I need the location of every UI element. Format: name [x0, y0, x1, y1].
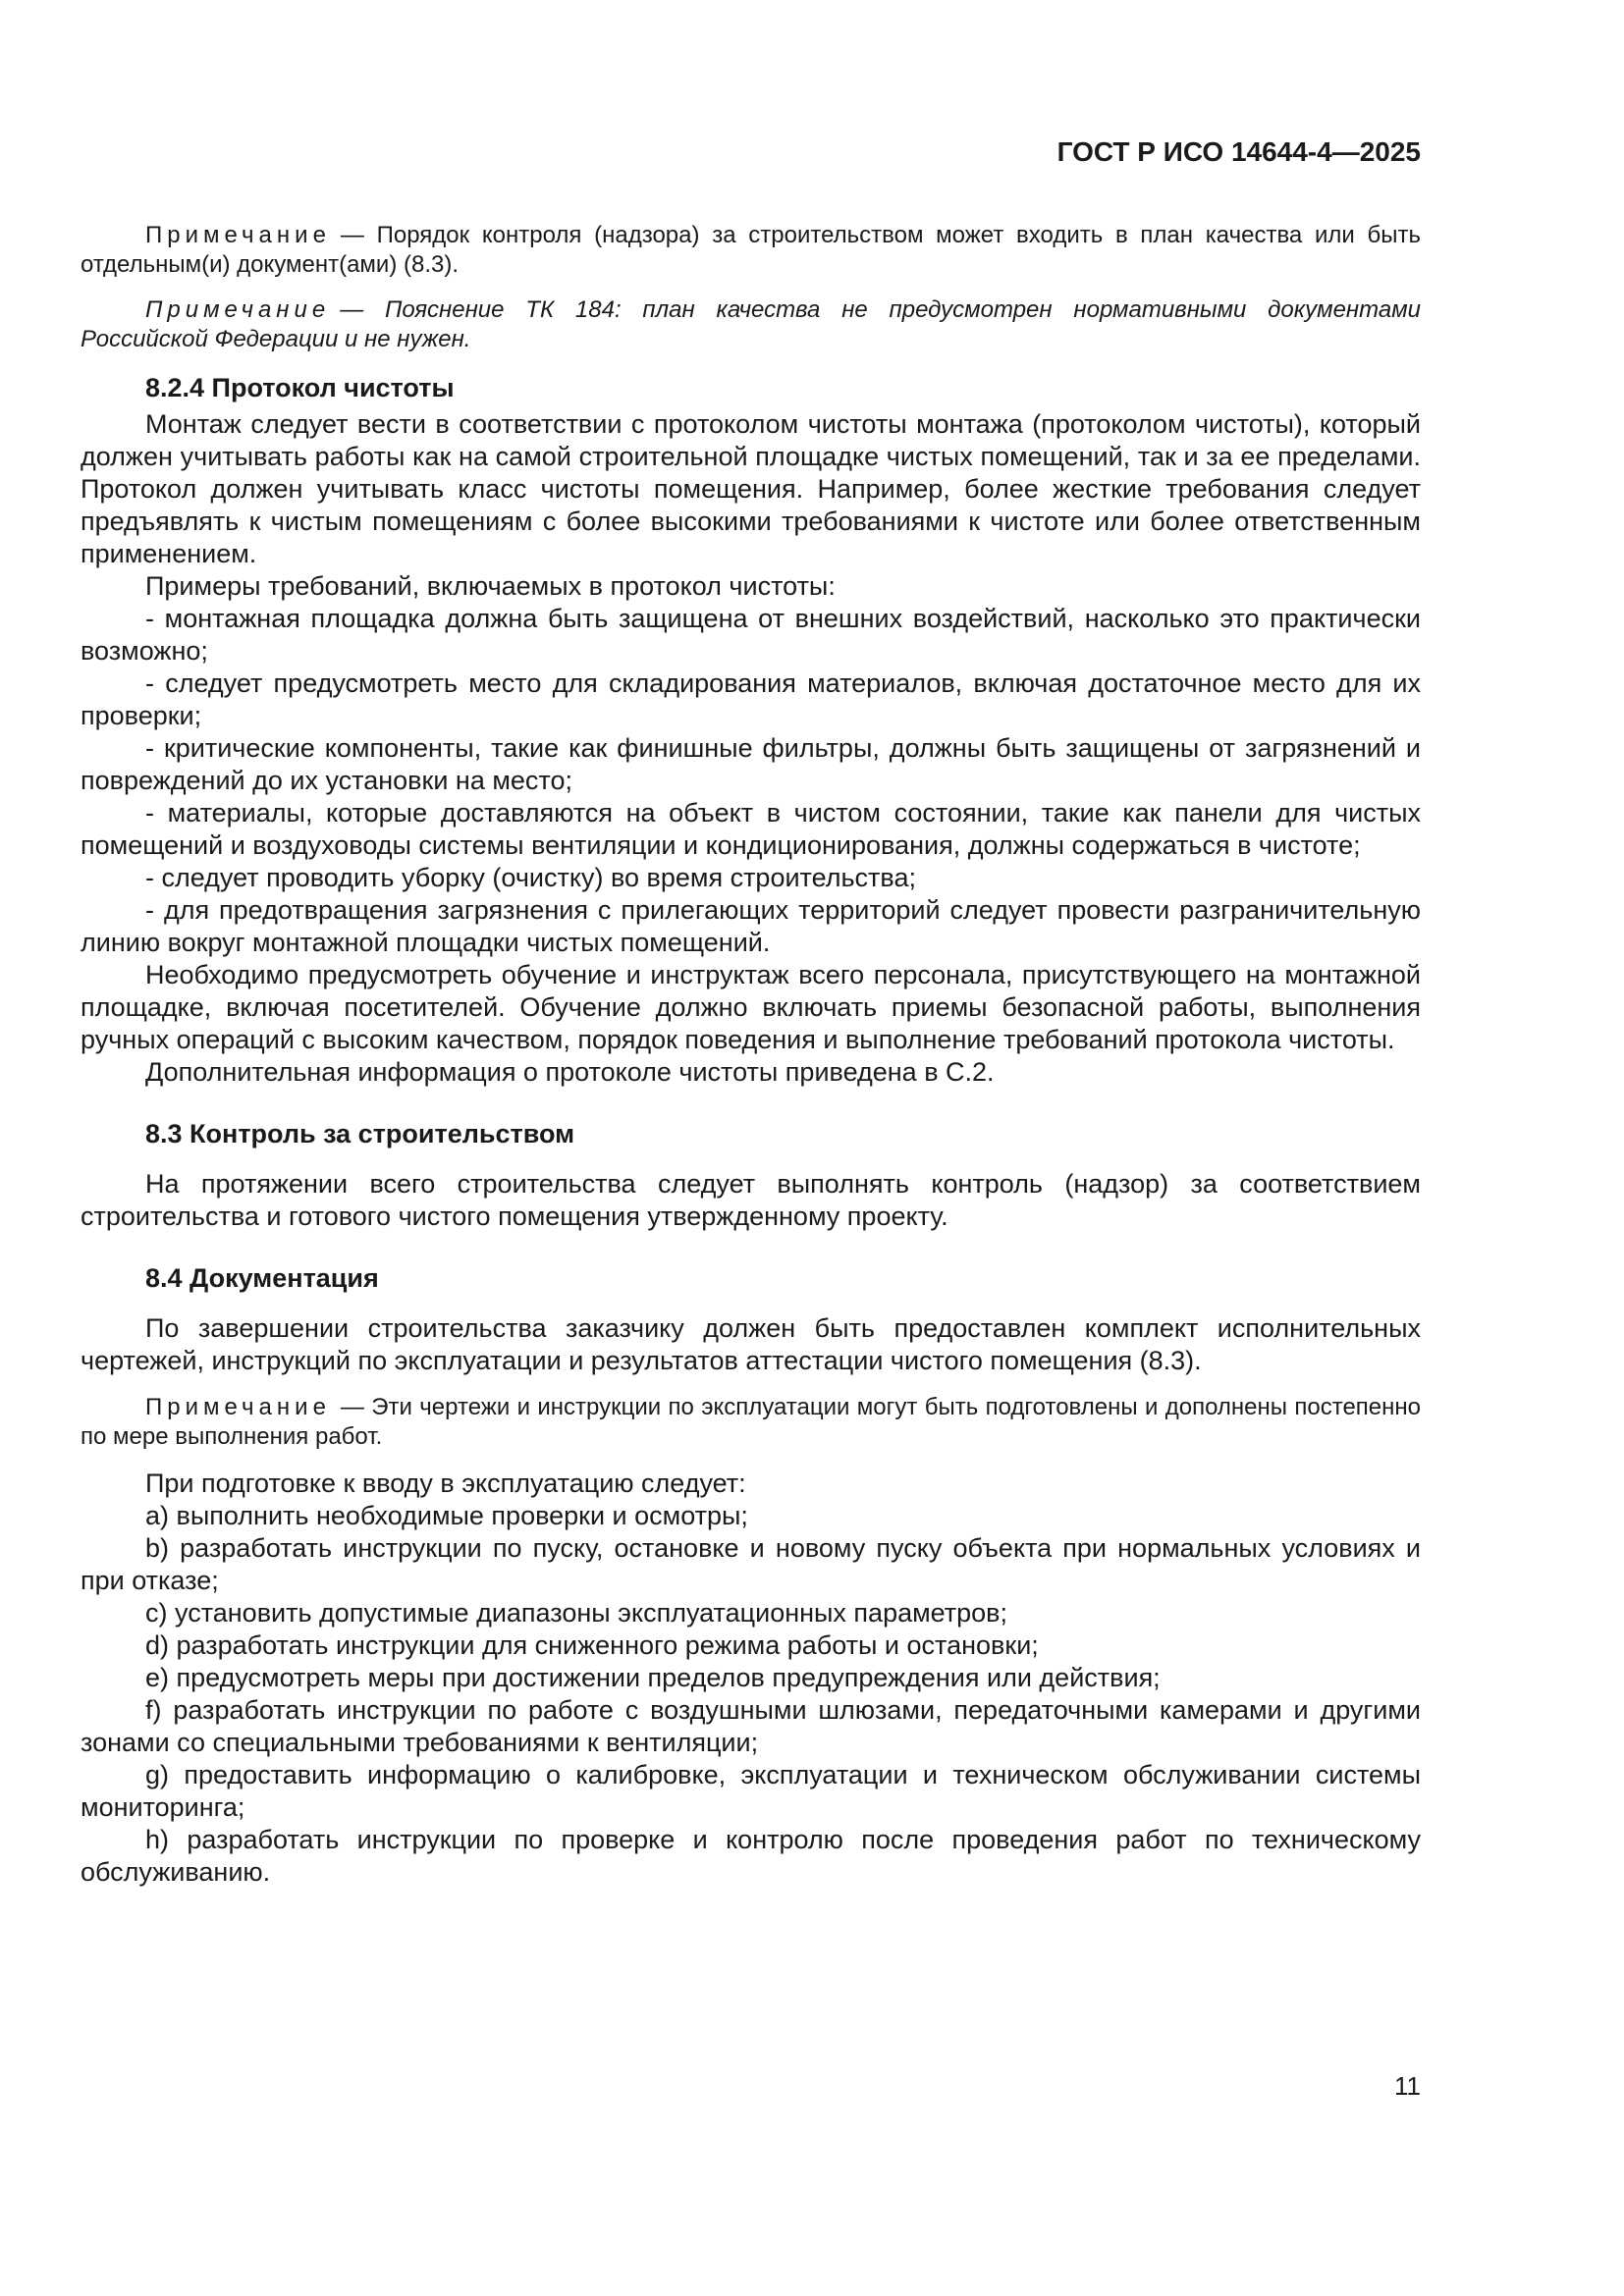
list-item-critical-components: - критические компоненты, такие как финишные фильтры, должны быть защищены от загрязнений и повреждений до их установки на место;	[81, 733, 1421, 795]
note-supervision	[81, 221, 1421, 280]
list-item-e: e) предусмотреть меры при достижении пределов предупреждения или действия;	[145, 1663, 1161, 1692]
heading-8-4: 8.4 Документация	[145, 1263, 379, 1293]
paragraph-documentation: По завершении строительства заказчику должен быть предоставлен комплект исполнительных чертежей, инструкций по эксплуатации и результатов аттестации чистого помещения (8.3).	[81, 1313, 1421, 1375]
list-item-site-protection: - монтажная площадка должна быть защищена от внешних воздействий, насколько это практически возможно;	[81, 604, 1421, 666]
list-item-a: a) выполнить необходимые проверки и осмотры;	[145, 1501, 748, 1530]
note-label: Примечание	[145, 296, 331, 323]
list-item-b: b) разработать инструкции по пуску, остановке и новому пуску объекта при нормальных условиях и при отказе;	[81, 1533, 1421, 1595]
list-item-clean-materials: - материалы, которые доставляются на объект в чистом состоянии, такие как панели для чистых помещений и воздуховоды системы вентиляции и кондиционирования, должны содержаться в чистоте;	[81, 798, 1421, 860]
list-item-d: d) разработать инструкции для сниженного режима работы и остановки;	[145, 1630, 1039, 1660]
paragraph-installation: Монтаж следует вести в соответствии с протоколом чистоты монтажа (протоколом чистоты), который должен учитывать работы как на самой строительной площадке чистых помещений, так и за ее пределами. Протокол должен учитывать класс чистоты помещения. Например, более жесткие требования следует предъявлять к чистым помещениям с более высокими требованиями к чистоте или более ответственным применением.	[81, 409, 1421, 568]
list-item-f: f) разработать инструкции по работе с воздушными шлюзами, передаточными камерами и другими зонами со специальными требованиями к вентиляции;	[81, 1695, 1421, 1757]
page-header	[81, 135, 1421, 168]
heading-8-2-4: 8.2.4 Протокол чистоты	[145, 373, 455, 402]
list-item-demarcation: - для предотвращения загрязнения с прилегающих территорий следует провести разграничительную линию вокруг монтажной площадки чистых помещений.	[81, 895, 1421, 957]
list-item-c: c) установить допустимые диапазоны эксплуатационных параметров;	[145, 1598, 1008, 1628]
note-text: — Эти чертежи и инструкции по эксплуатации могут быть подготовлены и дополнены постепенно по мере выполнения работ.	[81, 1394, 1421, 1450]
note-tk184	[81, 295, 1421, 354]
paragraph-additional-info: Дополнительная информация о протоколе чистоты приведена в С.2.	[145, 1057, 995, 1087]
list-item-storage: - следует предусмотреть место для складирования материалов, включая достаточное место для их проверки;	[81, 668, 1421, 730]
paragraph-construction-control: На протяжении всего строительства следует выполнять контроль (надзор) за соответствием строительства и готового чистого помещения утвержденному проекту.	[81, 1169, 1421, 1231]
heading-8-3: 8.3 Контроль за строительством	[145, 1119, 575, 1148]
list-item-g: g) предоставить информацию о калибровке, эксплуатации и техническом обслуживании системы мониторинга;	[81, 1760, 1421, 1822]
note-text: — Пояснение ТК 184: план качества не предусмотрен нормативными документами Российской Федерации и не нужен.	[81, 296, 1421, 352]
paragraph-training: Необходимо предусмотреть обучение и инструктаж всего персонала, присутствующего на монтажной площадке, включая посетителей. Обучение должно включать приемы безопасной работы, выполнения ручных операций с высоким качеством, порядок поведения и выполнение требований протокола чистоты.	[81, 960, 1421, 1054]
page-number: 11	[1394, 2071, 1421, 2101]
list-item-cleaning: - следует проводить уборку (очистку) во время строительства;	[145, 863, 916, 892]
paragraph-commissioning-intro: При подготовке к вводу в эксплуатацию следует:	[145, 1468, 746, 1498]
list-item-h: h) разработать инструкции по проверке и контролю после проведения работ по техническому обслуживанию.	[81, 1825, 1421, 1887]
note-drawings	[81, 1393, 1421, 1452]
paragraph-examples-intro: Примеры требований, включаемых в протокол чистоты:	[145, 571, 836, 601]
note-text: — Порядок контроля (надзора) за строительством может входить в план качества или быть отдельным(и) документ(ами) (8.3).	[81, 222, 1421, 278]
standard-code: ГОСТ Р ИСО 14644-4—2025	[1056, 136, 1421, 167]
note-label: Примечание	[145, 222, 331, 248]
note-label: Примечание	[145, 1394, 331, 1420]
